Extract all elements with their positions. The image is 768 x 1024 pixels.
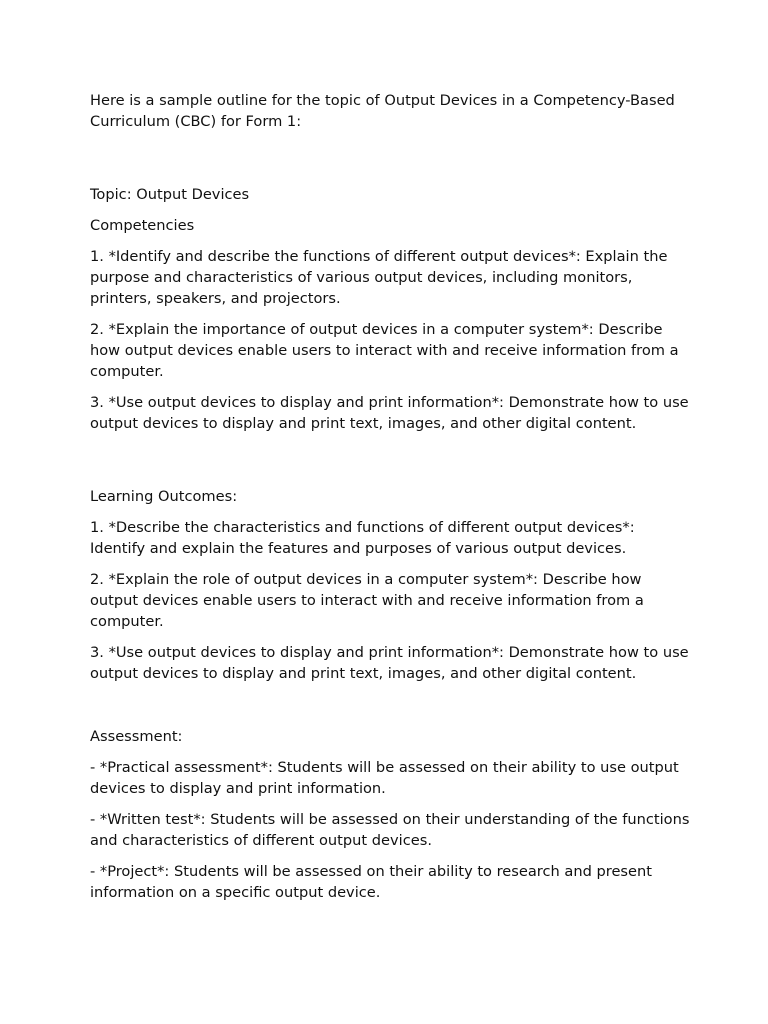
competency-item: 3. *Use output devices to display and print information*: Demonstrate how to use output devices to display and print text, images, and other digital content. xyxy=(90,394,689,432)
assessment-heading: Assessment: xyxy=(90,728,183,745)
competency-item: 1. *Identify and describe the functions of different output devices*: Explain the purpose and characteristics of various output devices, including monitors, printers, speakers, and projectors. xyxy=(90,248,668,307)
intro-paragraph: Here is a sample outline for the topic of Output Devices in a Competency-Based Curriculum (CBC) for Form 1: xyxy=(90,92,675,130)
learning-outcomes-heading: Learning Outcomes: xyxy=(90,488,238,505)
competency-item: 2. *Explain the importance of output devices in a computer system*: Describe how output devices enable users to interact with and receive information from a computer. xyxy=(90,321,679,380)
assessment-item: - *Project*: Students will be assessed on their ability to research and present information on a specific output device. xyxy=(90,863,652,901)
competencies-heading: Competencies xyxy=(90,217,195,234)
topic-line: Topic: Output Devices xyxy=(90,186,250,203)
document-page xyxy=(90,90,690,913)
learning-outcome-item: 1. *Describe the characteristics and functions of different output devices*: Identify and explain the features and purposes of various output devices. xyxy=(90,519,635,557)
learning-outcome-item: 2. *Explain the role of output devices in a computer system*: Describe how output devices enable users to interact with and receive information from a computer. xyxy=(90,571,644,630)
assessment-item: - *Practical assessment*: Students will be assessed on their ability to use output devices to display and print information. xyxy=(90,759,679,797)
assessment-item: - *Written test*: Students will be assessed on their understanding of the functions and characteristics of different output devices. xyxy=(90,811,690,849)
learning-outcome-item: 3. *Use output devices to display and print information*: Demonstrate how to use output devices to display and print text, images, and other digital content. xyxy=(90,644,689,682)
